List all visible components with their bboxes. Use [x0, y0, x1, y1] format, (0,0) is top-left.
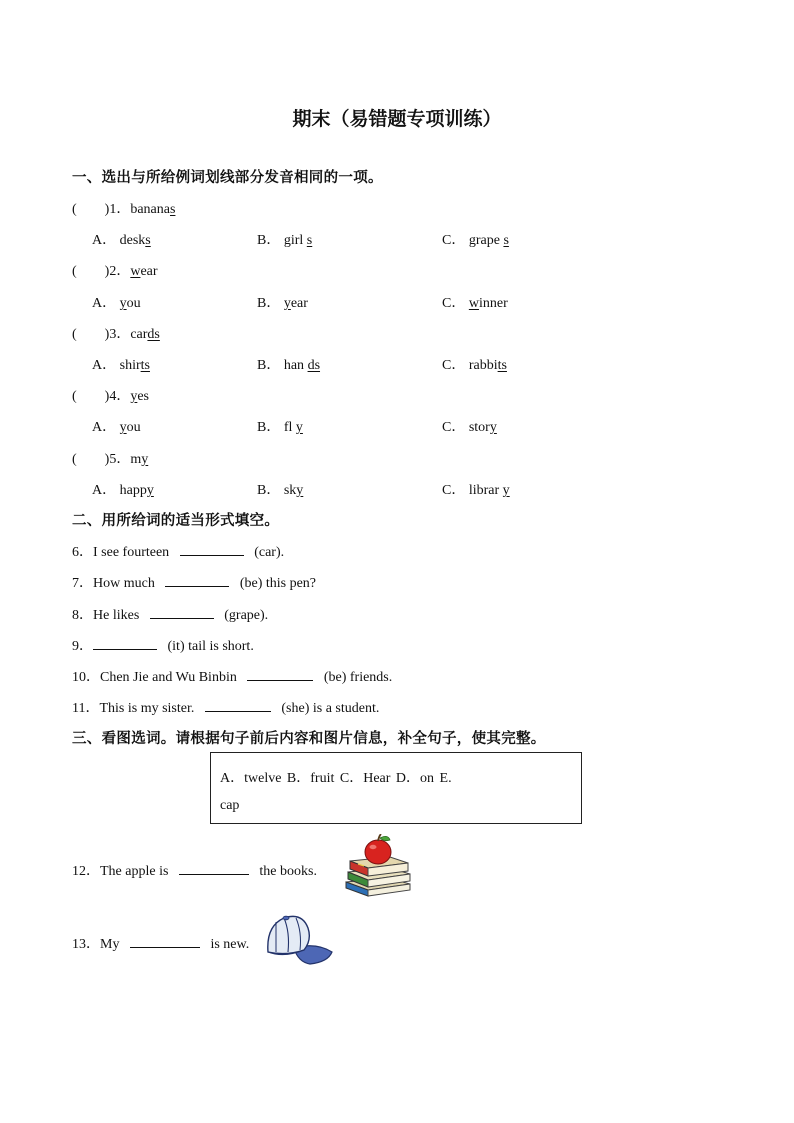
question-7: 7．How much (be) this pen?	[72, 576, 317, 591]
question-1-option-b[interactable]: B． girl s	[257, 233, 313, 248]
question-10: 10．Chen Jie and Wu Binbin (be) friends.	[72, 670, 393, 685]
answer-blank-13[interactable]	[130, 935, 200, 948]
question-4: ( )4．yes	[72, 389, 149, 404]
baseball-cap-icon	[264, 912, 336, 973]
question-12: 12．The apple is the books.	[72, 864, 317, 879]
answer-blank-7[interactable]	[165, 574, 229, 587]
question-4-option-b[interactable]: B． fl y	[257, 420, 303, 435]
section-3-heading: 三、看图选词。请根据句子前后内容和图片信息，补全句子，使其完整。	[72, 731, 546, 747]
question-3-option-a[interactable]: A． shirts	[92, 358, 150, 373]
question-4-option-c[interactable]: C． story	[442, 420, 497, 435]
question-8: 8．He likes (grape).	[72, 608, 269, 623]
answer-blank-9[interactable]	[93, 637, 157, 650]
question-5: ( )5．my	[72, 452, 149, 467]
answer-blank-12[interactable]	[179, 862, 249, 875]
question-3: ( )3．cards	[72, 327, 160, 342]
page-title: 期末（易错题专项训练）	[292, 108, 502, 130]
answer-blank-8[interactable]	[150, 606, 214, 619]
question-3-option-c[interactable]: C． rabbits	[442, 358, 507, 373]
apple-on-books-icon	[342, 834, 414, 905]
question-11: 11．This is my sister. (she) is a student.	[72, 701, 380, 716]
question-5-option-c[interactable]: C． librar y	[442, 483, 510, 498]
question-1-option-c[interactable]: C． grape s	[442, 233, 509, 248]
word-bank-box	[210, 752, 582, 824]
answer-blank-11[interactable]	[205, 699, 271, 712]
section-2-heading: 二、用所给词的适当形式填空。	[72, 513, 280, 529]
question-2: ( )2．wear	[72, 264, 158, 279]
question-2-option-b[interactable]: B． year	[257, 296, 308, 311]
question-13: 13．My is new.	[72, 937, 250, 952]
question-5-option-a[interactable]: A． happy	[92, 483, 154, 498]
section-1-heading: 一、选出与所给例词划线部分发音相同的一项。	[72, 170, 383, 186]
question-2-option-c[interactable]: C． winner	[442, 296, 508, 311]
answer-blank-10[interactable]	[247, 668, 313, 681]
question-2-option-a[interactable]: A． you	[92, 296, 141, 311]
question-1: ( )1．bananas	[72, 202, 176, 217]
question-3-option-b[interactable]: B． han ds	[257, 358, 321, 373]
question-1-option-a[interactable]: A． desks	[92, 233, 151, 248]
answer-blank-6[interactable]	[180, 543, 244, 556]
question-9: 9． (it) tail is short.	[72, 639, 254, 654]
question-6: 6．I see fourteen (car).	[72, 545, 285, 560]
question-5-option-b[interactable]: B． sky	[257, 483, 304, 498]
word-bank-line-2: cap	[220, 798, 240, 813]
word-bank-line-1: A．twelve B．fruit C．Hear D．on E.	[220, 771, 452, 786]
question-4-option-a[interactable]: A． you	[92, 420, 141, 435]
